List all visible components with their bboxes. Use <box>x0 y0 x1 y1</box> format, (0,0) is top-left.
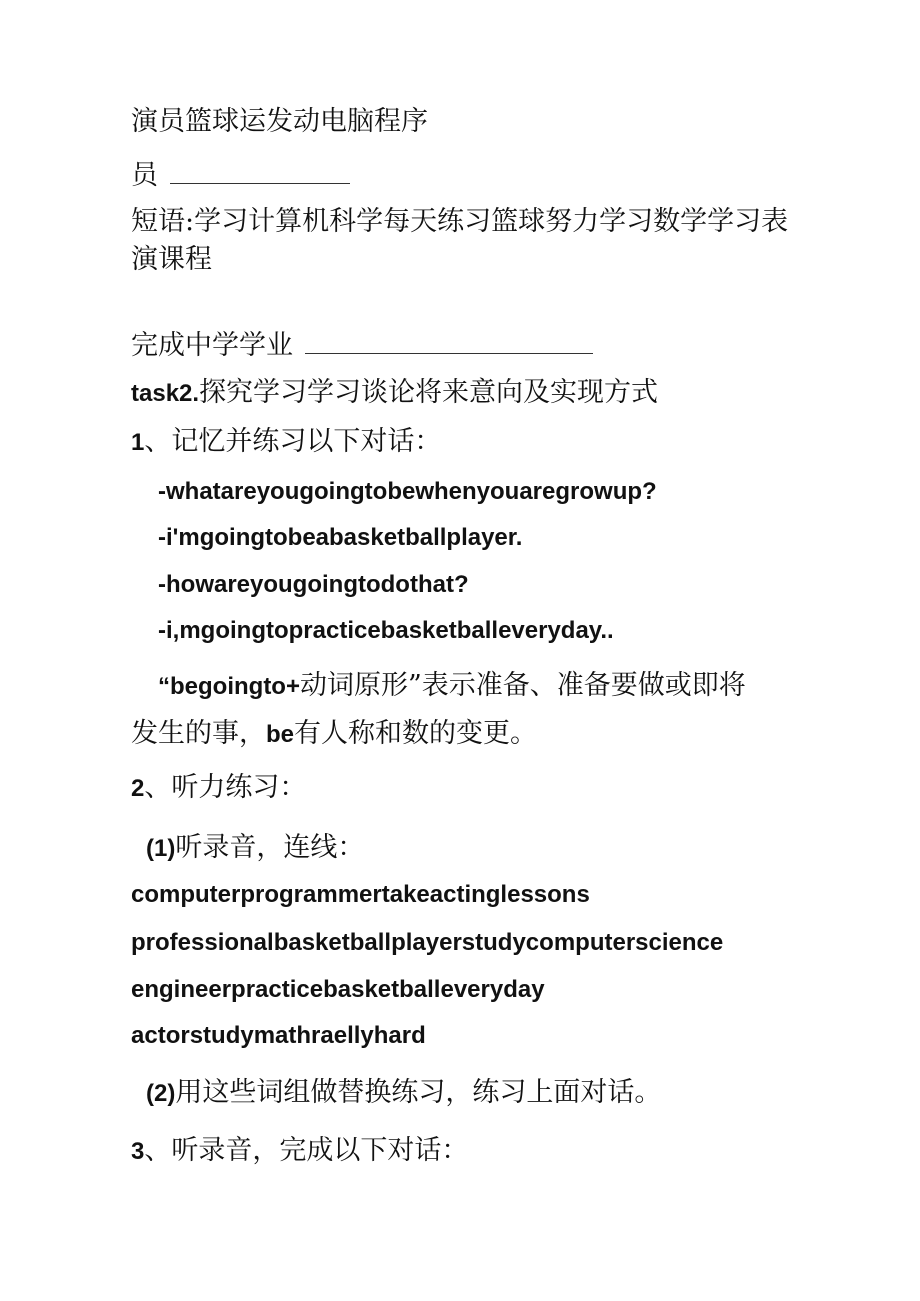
line-prefix: 员 <box>131 160 158 191</box>
match-line-4: actorstudymathraellyhard <box>131 1022 426 1049</box>
item-3 <box>131 1133 468 1170</box>
sub-number: (2) <box>146 1080 176 1107</box>
grammar-text-3: 有人称和数的变更。 <box>294 718 538 749</box>
dialog-line-3: -howareyougoingtodothat? <box>158 571 469 598</box>
grammar-be: be <box>266 721 295 748</box>
dialog-line-1: -whatareyougoingtobewhenyouaregrowup? <box>158 478 657 505</box>
fill-blank[interactable] <box>170 182 350 184</box>
grammar-note-line-1 <box>158 668 746 705</box>
task2-text: 探究学习学习谈论将来意向及实现方式 <box>199 377 659 408</box>
item-number: 2 <box>131 775 145 802</box>
match-line-1: computerprogrammertakeactinglessons <box>131 881 590 908</box>
sub-text: 听录音，连线： <box>175 832 365 863</box>
dialog-line-4: -i,mgoingtopracticebasketballeveryday.. <box>158 617 614 644</box>
sub-item-1 <box>146 830 364 867</box>
item-text: 、听力练习： <box>144 772 307 803</box>
grammar-pattern: “begoingto+ <box>158 673 300 700</box>
finish-label: 完成中学学业 <box>131 330 293 361</box>
item-text: 、听录音，完成以下对话： <box>144 1135 469 1166</box>
sub-item-2 <box>146 1075 661 1112</box>
phrases-paragraph: 短语:学习计算机科学每天练习篮球努力学习数学学习表演课程 <box>131 206 789 275</box>
grammar-text-1: 动词原形”表示准备、准备要做或即将 <box>299 670 746 701</box>
title-line: 演员篮球运发动电脑程序 <box>131 106 428 137</box>
sub-text: 用这些词组做替换练习，练习上面对话。 <box>175 1077 662 1108</box>
item-2 <box>131 770 306 807</box>
match-line-2: professionalbasketballplayerstudycomputerscience <box>131 929 724 956</box>
grammar-note-line-2 <box>131 716 537 753</box>
fill-blank[interactable] <box>305 352 593 354</box>
finish-line <box>131 328 593 364</box>
item-1 <box>131 424 441 461</box>
task2-label: task2. <box>131 380 200 407</box>
line-blank-1 <box>131 158 350 194</box>
item-text: 、记忆并练习以下对话： <box>144 426 442 457</box>
task2-heading <box>131 375 658 412</box>
item-number: 3 <box>131 1138 145 1165</box>
dialog-line-2: -i'mgoingtobeabasketballplayer. <box>158 524 523 551</box>
sub-number: (1) <box>146 835 176 862</box>
item-number: 1 <box>131 429 145 456</box>
match-line-3: engineerpracticebasketballeveryday <box>131 976 545 1003</box>
grammar-text-2: 发生的事， <box>131 718 266 749</box>
